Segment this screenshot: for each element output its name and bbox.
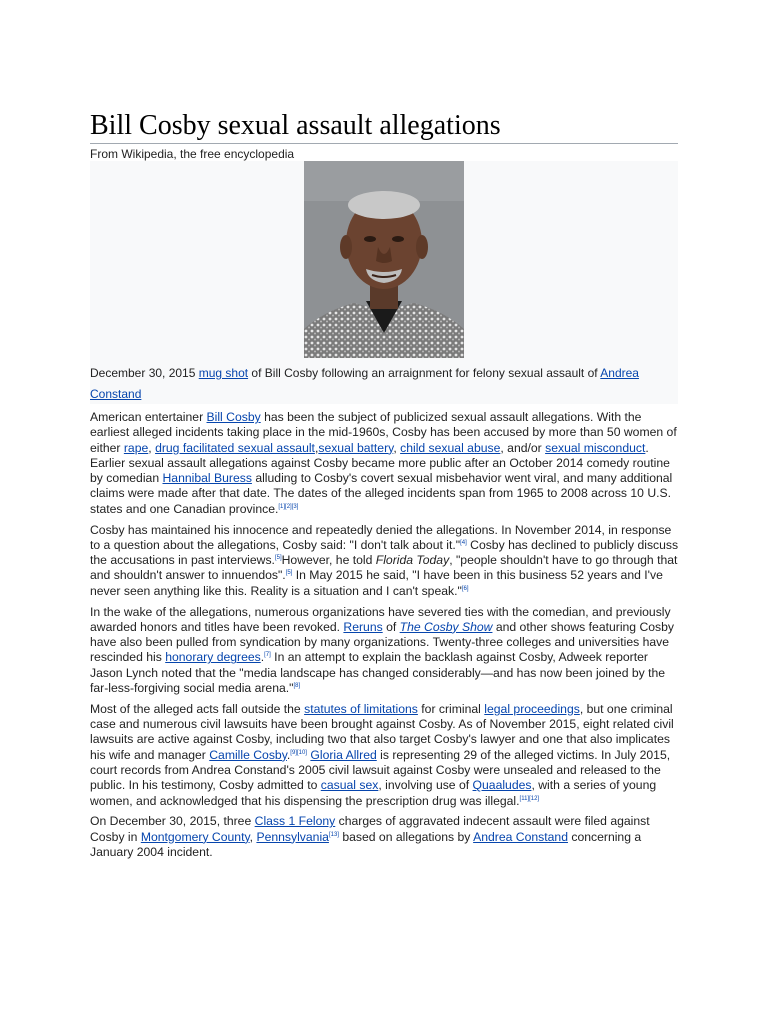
citation[interactable]: [9][10]	[290, 749, 307, 756]
link-andrea-constand-caption[interactable]: Andrea Constand	[90, 366, 639, 401]
link-casual-sex[interactable]: casual sex	[320, 778, 379, 793]
link-quaaludes[interactable]: Quaaludes	[472, 778, 532, 793]
link-child-sexual-abuse[interactable]: child sexual abuse	[400, 440, 501, 455]
citation[interactable]: [5]	[274, 555, 282, 562]
link-the-cosby-show[interactable]: The Cosby Show	[399, 619, 493, 634]
link-andrea-constand[interactable]: Andrea Constand	[473, 829, 568, 844]
link-statutes-of-limitations[interactable]: statutes of limitations	[304, 701, 418, 716]
link-camille-cosby[interactable]: Camille Cosby	[209, 747, 287, 762]
link-reruns[interactable]: Reruns	[343, 619, 383, 634]
paragraph-legal: Most of the alleged acts fall outside the statutes of limitations for criminal legal proceedings, but one criminal case and numerous civil lawsuits have been brought against Cosby. As of November 2015, eight related civil lawsuits are active against Cosby, including two that also target Cosby's lawyer and one that also implicates his wife and manager Camille Cosby.[9][10] Gloria Allred is representing 29 of the alleged victims. In July 2015, court records from Andrea Constand's 2005 civil lawsuit against Cosby were unsealed and released to the public. In his testimony, Cosby admitted to casual sex, involving use of Quaaludes, with a series of young women, and acknowledged that his dispensing the prescription drug was illegal.[11][12]	[90, 701, 674, 808]
link-gloria-allred[interactable]: Gloria Allred	[310, 747, 377, 762]
paragraph-denial: Cosby has maintained his innocence and repeatedly denied the allegations. In November 2014, in response to a question about the allegations, Cosby said: "I don't talk about it."[4] Cosby has declined to publicly discuss the accusations in past interviews.[5]However, he told Florida Today, "people shouldn't have to go through that and shouldn't answer to innuendos".[5] In May 2015 he said, "I have been in this business 52 years and I've never seen anything like this. Reality is a situation and I can't speak."[6]	[90, 522, 679, 598]
citation[interactable]: [4]	[460, 539, 467, 546]
citation[interactable]: [11][12]	[519, 795, 540, 802]
citation[interactable]: [1][2][3]	[278, 503, 299, 510]
publication-name: Florida Today	[375, 553, 450, 568]
mugshot-illustration	[304, 161, 464, 358]
link-sexual-battery[interactable]: sexual battery	[318, 440, 394, 455]
citation[interactable]: [5]	[285, 570, 293, 577]
paragraph-charges: On December 30, 2015, three Class 1 Felony charges of aggravated indecent assault were filed against Cosby in Montgomery County, Pennsylvania[13] based on allegations by Andrea Constand concerning a January 2004 incident.	[90, 814, 650, 860]
image-caption: December 30, 2015 mug shot of Bill Cosby following an arraignment for felony sexual assault of Andrea Constand	[90, 366, 639, 401]
citation[interactable]: [7]	[264, 652, 271, 659]
link-montgomery-county[interactable]: Montgomery County	[140, 829, 250, 844]
link-sexual-misconduct[interactable]: sexual misconduct	[545, 440, 646, 455]
title-divider	[90, 143, 678, 144]
link-bill-cosby[interactable]: Bill Cosby	[206, 410, 261, 424]
link-mug-shot[interactable]: mug shot	[198, 366, 249, 380]
link-drug-facilitated-sexual-assault[interactable]: drug facilitated sexual assault	[155, 440, 315, 455]
site-tagline: From Wikipedia, the free encyclopedia	[90, 147, 295, 161]
link-legal-proceedings[interactable]: legal proceedings	[484, 701, 580, 716]
article-body	[90, 410, 680, 866]
link-class-1-felony[interactable]: Class 1 Felony	[254, 814, 336, 829]
infobox	[90, 161, 678, 404]
paragraph-aftermath: In the wake of the allegations, numerous organizations have severed ties with the comedian, and previously awarded honors and titles have been revoked. Reruns of The Cosby Show and other shows featuring Cosby have also been pulled from syndication by many organizations. Twenty-three colleges and universities have rescinded his honorary degrees.[7] In an attempt to explain the backlash against Cosby, Adweek reporter Jason Lynch noted that the "media landscape has changed considerably—and has now been joined by the far-less-forgiving social media arena."[8]	[90, 604, 675, 696]
paragraph-intro: American entertainer Bill Cosby has been the subject of publicized sexual assault allegations. With the earliest alleged incidents taking place in the mid-1960s, Cosby has been accused by more than 50 women of either rape, drug facilitated sexual assault,sexual battery, child sexual abuse, and/or sexual misconduct. Earlier sexual assault allegations against Cosby became more public after an October 2014 comedy routine by comedian Hannibal Buress alluding to Cosby's covert sexual misbehavior went viral, and many additional claims were made after that date. The dates of the alleged incidents span from 1965 to 2008 across 10 U.S. states and one Canadian province.[1][2][3]	[90, 410, 677, 516]
citation[interactable]: [6]	[461, 585, 469, 592]
link-rape[interactable]: rape	[123, 440, 149, 455]
link-honorary-degrees[interactable]: honorary degrees	[165, 650, 261, 665]
mugshot-photo[interactable]	[304, 161, 464, 358]
link-pennsylvania[interactable]: Pennsylvania	[256, 829, 329, 844]
citation[interactable]: [8]	[293, 682, 301, 689]
citation[interactable]: [13]	[328, 831, 339, 838]
page-title: Bill Cosby sexual assault allegations	[90, 110, 501, 141]
link-hannibal-buress[interactable]: Hannibal Buress	[162, 471, 252, 486]
